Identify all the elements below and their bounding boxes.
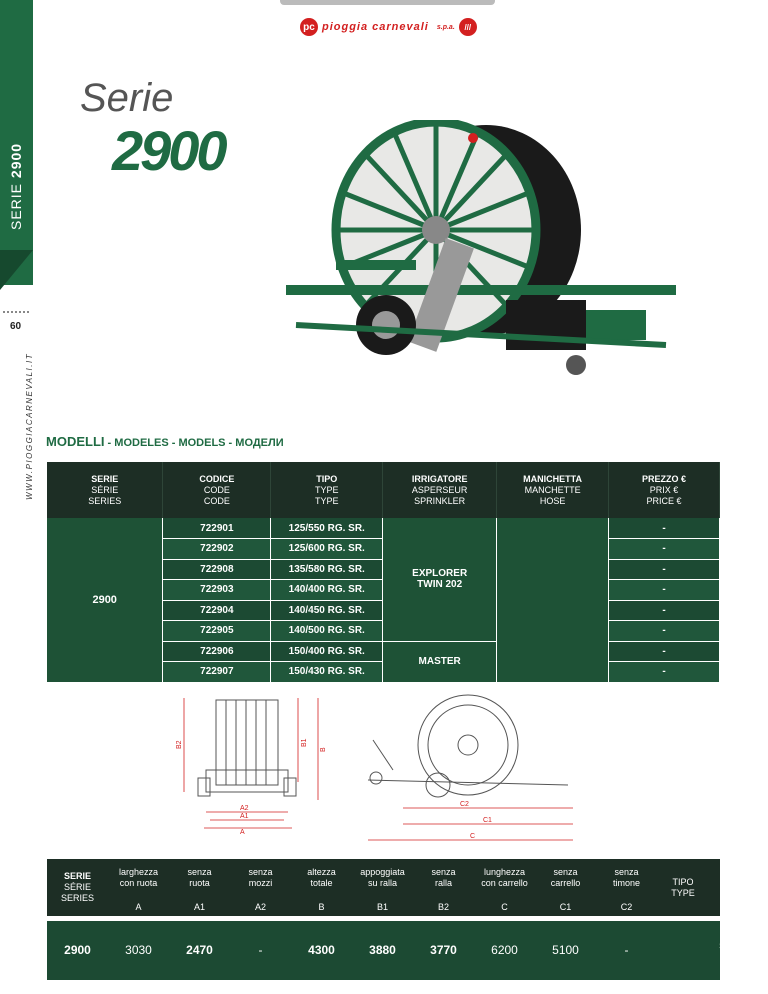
code-cell: 722905 — [163, 621, 271, 642]
price-cell: - — [609, 539, 720, 560]
specs-code-a: A — [135, 901, 142, 912]
price-cell: - — [609, 662, 720, 683]
title-serie: Serie — [80, 76, 174, 120]
brand-name: pioggia carnevali — [322, 21, 429, 33]
specs-code-a1: A1 — [193, 901, 205, 912]
type-cell: 140/400 RG. SR. — [271, 580, 383, 601]
specs-header-b: altezza totale — [307, 867, 336, 888]
type-cell: 140/500 RG. SR. — [271, 621, 383, 642]
type-cell: 125/550 RG. SR. — [271, 518, 383, 539]
models-heading — [46, 434, 284, 449]
dim-label-b1: B1 — [301, 738, 308, 747]
specs-code-row — [47, 898, 720, 916]
type-cell: 140/450 RG. SR. — [271, 600, 383, 621]
side-series-prefix: SERIE — [8, 182, 24, 230]
top-tab — [280, 0, 495, 5]
brand-flag-icon: /// — [459, 18, 477, 36]
specs-header-b2: senza ralla — [431, 867, 456, 888]
specs-value-a1: 2470 — [186, 943, 213, 957]
specs-header-a2: senza mozzi — [248, 867, 273, 888]
specs-value-b2: 3770 — [430, 943, 457, 957]
specs-header-serie: SERIE SÉRIE SERIES — [60, 871, 94, 903]
models-header-row — [47, 462, 720, 518]
code-cell: 722901 — [163, 518, 271, 539]
specs-value-serie: 2900 — [64, 943, 91, 957]
type-cell: 150/400 RG. SR. — [271, 641, 383, 662]
specs-code-c: C — [501, 901, 508, 912]
col-header-code: CODICE CODE CODE — [163, 462, 271, 518]
col-header-serie: SERIE SÉRIE SERIES — [47, 462, 163, 518]
specs-header-c1: senza carrello — [550, 867, 581, 888]
code-cell: 722904 — [163, 600, 271, 621]
col-header-type: TIPO TYPE TYPE — [271, 462, 383, 518]
dim-label-a2: A2 — [240, 805, 249, 812]
type-cell: 150/430 RG. SR. — [271, 662, 383, 683]
specs-value-type — [657, 921, 709, 980]
dim-label-b2: B2 — [176, 740, 183, 749]
col-header-hose: MANICHETTA MANCHETTE HOSE — [497, 462, 609, 518]
type-cell: 135/580 RG. SR. — [271, 559, 383, 580]
code-cell: 722902 — [163, 539, 271, 560]
specs-value-row — [47, 921, 750, 980]
specs-value-c1: 5100 — [552, 943, 579, 957]
specs-header-b1: appoggiata su ralla — [360, 867, 405, 888]
price-cell: - — [609, 580, 720, 601]
price-cell: - — [609, 559, 720, 580]
hose-reel-machine-image — [276, 120, 688, 380]
specs-header-c: lunghezza con carrello — [481, 867, 528, 888]
specs-code-a2: A2 — [254, 901, 266, 912]
specs-header-kg: KG. — [726, 882, 743, 892]
brand-logo — [300, 18, 477, 36]
specs-header-type: TIPO TYPE — [671, 876, 695, 898]
page-divider — [3, 311, 29, 313]
sprinkler-cell-explorer: EXPLORER TWIN 202 — [383, 518, 497, 641]
code-cell: 722907 — [163, 662, 271, 683]
specs-value-c2: - — [624, 943, 629, 957]
specs-code-b: B — [318, 901, 325, 912]
brand-badge-icon: pc — [300, 18, 318, 36]
dim-label-c1: C1 — [483, 817, 492, 824]
models-heading-main: MODELLI — [46, 434, 105, 449]
dim-label-c: C — [470, 833, 476, 840]
specs-value-kg: 5800- 6800 — [719, 937, 750, 963]
website-link[interactable]: WWW.PIOGGIACARNEVALI.IT — [25, 352, 34, 500]
specs-table — [47, 859, 750, 980]
brand-suffix: s.p.a. — [436, 23, 455, 31]
dim-label-a1: A1 — [240, 813, 249, 820]
dim-label-b: B — [320, 747, 327, 752]
specs-code-b1: B1 — [376, 901, 388, 912]
specs-header-c2: senza timone — [612, 867, 640, 888]
price-cell: - — [609, 600, 720, 621]
specs-code-b2: B2 — [437, 901, 449, 912]
hose-cell — [497, 518, 609, 682]
models-heading-translations: - MODELES - MODELS - МОДЕЛИ — [104, 437, 284, 449]
title-number: 2900 — [112, 119, 225, 182]
serie-cell: 2900 — [47, 518, 163, 682]
specs-header-a: larghezza con ruota — [118, 867, 159, 888]
code-cell: 722906 — [163, 641, 271, 662]
models-table — [47, 462, 720, 683]
specs-value-a2: - — [258, 943, 263, 957]
specs-value-a: 3030 — [125, 943, 152, 957]
col-header-sprinkler: IRRIGATORE ASPERSEUR SPRINKLER — [383, 462, 497, 518]
dim-label-c2: C2 — [460, 801, 469, 808]
col-header-price: PREZZO € PRIX € PRICE € — [609, 462, 720, 518]
price-cell: - — [609, 621, 720, 642]
specs-value-b: 4300 — [308, 943, 335, 957]
code-cell: 722908 — [163, 559, 271, 580]
specs-header-a1: senza ruota — [187, 867, 212, 888]
type-cell: 125/600 RG. SR. — [271, 539, 383, 560]
price-cell: - — [609, 641, 720, 662]
sprinkler-cell-master: MASTER — [383, 641, 497, 682]
price-cell: - — [609, 518, 720, 539]
specs-code-c1: C1 — [559, 901, 572, 912]
code-cell: 722903 — [163, 580, 271, 601]
specs-code-c2: C2 — [620, 901, 633, 912]
side-band-fold — [0, 250, 33, 290]
side-series-number: 2900 — [8, 142, 24, 179]
page-number: 60 — [10, 321, 22, 332]
specs-value-b1: 3880 — [369, 943, 396, 957]
specs-value-c: 6200 — [491, 943, 518, 957]
dim-label-a: A — [240, 829, 245, 836]
dimension-drawing — [168, 690, 588, 855]
table-row — [47, 518, 720, 539]
side-series-label — [8, 143, 24, 230]
